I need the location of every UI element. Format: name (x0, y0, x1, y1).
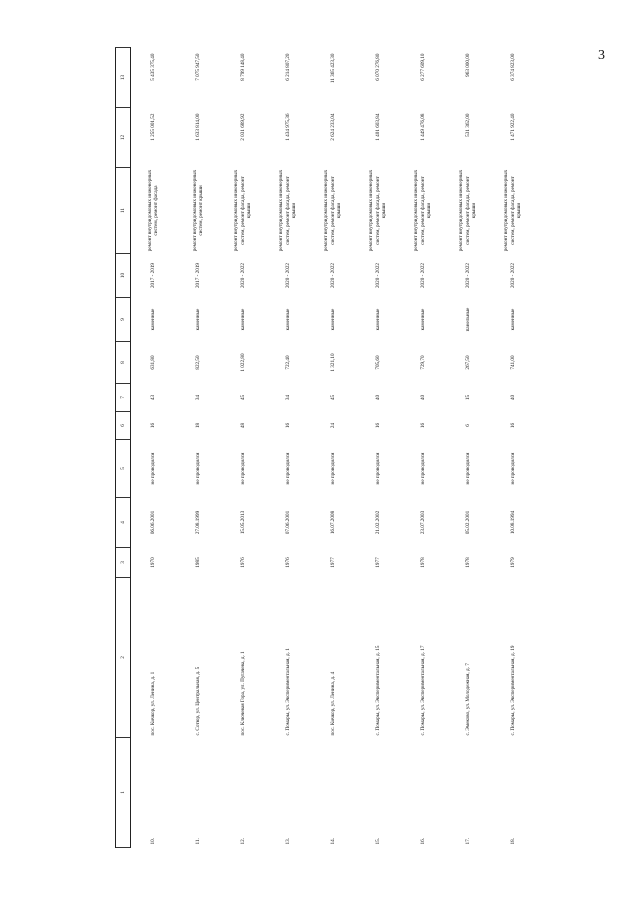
table-cell-col-1: 16. (419, 838, 426, 845)
table-cell-col-13: 5 435 375,40 (150, 53, 156, 81)
table-cell-col-11: ремонт внутридомовых инженерных систем, ремонт фасада, ремонт крыши (458, 169, 478, 252)
table-cell-col-12: 2 031 689,92 (239, 113, 246, 141)
table-cell-col-12: 1 471 922,40 (509, 113, 516, 141)
column-header: 13 (116, 48, 131, 108)
table-cell-col-1: 12. (239, 838, 246, 845)
table-cell-col-3: 1977 (374, 557, 381, 568)
table-cell-col-3: 1970 (150, 557, 156, 568)
table-cell-col-11: ремонт внутридомовых инженерных систем, ремонт фасада, ремонт крыши (233, 169, 253, 252)
table-cell-col-11: ремонт внутридомовых инженерных систем, ремонт фасада, ремонт крыши (368, 169, 388, 252)
table-cell-col-4: 07.06.2001 (284, 510, 291, 535)
table-cell-col-10: 2020 - 2022 (419, 262, 426, 289)
table-cell-col-7: 40 (419, 394, 426, 401)
table-cell-col-5: не проводился (329, 452, 336, 485)
table-row (401, 48, 446, 848)
table-row (356, 48, 401, 848)
table-cell-col-4: 27.08.1999 (194, 510, 201, 535)
table-cell-col-3: 1979 (509, 557, 516, 568)
table-cell-col-7: 45 (239, 394, 246, 401)
column-header: 12 (116, 108, 131, 168)
table-cell-col-4: 05.02.2001 (464, 510, 471, 535)
table-cell-col-1: 17. (464, 838, 471, 845)
table-cell-col-1: 11. (194, 838, 201, 845)
table-cell-col-2: с. Помары, ул. Экспериментальная, д. 19 (509, 645, 516, 736)
table-row (221, 48, 266, 848)
table-cell-col-6: 16 (284, 422, 291, 429)
table-cell-col-5: не проводился (464, 452, 471, 485)
capital-repair-table (115, 47, 536, 848)
table-row (446, 48, 491, 848)
column-header: 2 (116, 578, 131, 738)
table-cell-col-8: 741,00 (509, 355, 516, 370)
table-cell-col-12: 1 401 603,84 (374, 113, 381, 141)
table-cell-col-9: каменные (150, 308, 156, 331)
table-cell-col-4: 23.07.2003 (419, 510, 426, 535)
table-body (131, 48, 536, 848)
table-cell-col-6: 48 (239, 422, 246, 429)
table-cell-col-8: 1 022,80 (239, 353, 246, 372)
table-cell-col-2: с. Помары, ул. Экспериментальная, д. 17 (419, 645, 426, 736)
column-header: 4 (116, 498, 131, 548)
table-cell-col-6: 6 (464, 424, 471, 427)
table-cell-col-7: 34 (284, 394, 291, 401)
table-cell-col-12: 1 449 476,08 (419, 113, 426, 141)
table-cell-col-1: 15. (374, 838, 381, 845)
table-cell-col-13: 6 277 609,10 (419, 53, 426, 81)
table-cell-col-10: 2020 - 2022 (464, 262, 471, 289)
column-header: 5 (116, 440, 131, 498)
table-cell-col-4: 10.08.1994 (509, 510, 516, 535)
table-cell-col-5: не проводился (419, 452, 426, 485)
table-cell-col-11: ремонт внутридомовых инженерных систем, ремонт крыши (191, 169, 204, 252)
table-cell-col-5: не проводился (284, 452, 291, 485)
table-cell-col-9: каменные (194, 308, 201, 331)
table-cell-col-3: 1976 (239, 557, 246, 568)
table-cell-col-10: 2017 - 2019 (194, 262, 201, 289)
table-cell-col-5: не проводился (194, 452, 201, 485)
table-cell-col-13: 11 365 423,30 (329, 53, 336, 84)
table-cell-col-1: 10. (150, 838, 156, 845)
table-cell-col-8: 729,70 (419, 355, 426, 370)
table-cell-col-3: 1977 (329, 557, 336, 568)
table-cell-col-2: пос. Кичкор, ул. Ленина, д. 1 (150, 671, 156, 736)
table-cell-col-3: 1985 (194, 557, 201, 568)
table-cell-col-10: 2020 - 2022 (509, 262, 516, 289)
table-cell-col-6: 16 (509, 422, 516, 429)
table-cell-col-12: 1 633 814,00 (194, 113, 201, 141)
table-cell-col-11: ремонт внутридомовых инженерных систем, ремонт фасада (146, 169, 160, 252)
table-cell-col-5: не проводился (150, 452, 156, 485)
column-header: 7 (116, 384, 131, 412)
table-cell-col-3: 1978 (464, 557, 471, 568)
table-cell-col-4: 21.02.2002 (374, 510, 381, 535)
table-cell-col-2: пос. Кичкор, ул. Ленина, д. 4 (329, 671, 336, 736)
table-cell-col-8: 722,40 (284, 355, 291, 370)
table-cell-col-4: 06.06.2001 (150, 510, 156, 535)
table-row (176, 48, 221, 848)
table-cell-col-4: 15.05.2013 (239, 510, 246, 535)
table-cell-col-10: 2020 - 2022 (284, 262, 291, 289)
column-header: 3 (116, 548, 131, 578)
table-cell-col-2: с. Помары, ул. Экспериментальная, д. 15 (374, 645, 381, 736)
table-cell-col-13: 963 000,00 (464, 53, 471, 77)
table-cell-col-9: каменные (239, 308, 246, 331)
table-row (311, 48, 356, 848)
table-cell-col-10: 2020 - 2022 (239, 262, 246, 289)
table-cell-col-11: ремонт внутридомовых инженерных систем, ремонт фасада, ремонт крыши (278, 169, 298, 252)
table-cell-col-6: 24 (329, 422, 336, 429)
table-row (491, 48, 536, 848)
table-cell-col-11: ремонт внутридомовых инженерных систем, ремонт фасада, ремонт крыши (503, 169, 523, 252)
table-cell-col-9: панельные (464, 307, 471, 332)
table-cell-col-13: 7 075 947,50 (194, 53, 201, 81)
table-cell-col-7: 43 (150, 394, 156, 401)
column-header: 10 (116, 254, 131, 298)
table-cell-col-9: каменные (329, 308, 336, 331)
table-cell-col-12: 2 624 233,04 (329, 113, 336, 141)
table-cell-col-5: не проводился (509, 452, 516, 485)
table-cell-col-7: 45 (329, 394, 336, 401)
table-row (131, 48, 176, 848)
table-cell-col-7: 34 (194, 394, 201, 401)
table-cell-col-12: 1 255 001,52 (150, 113, 156, 141)
table-cell-col-4: 16.07.2008 (329, 510, 336, 535)
table-cell-col-13: 6 214 807,20 (284, 53, 291, 81)
table-cell-col-12: 531 362,00 (464, 113, 471, 137)
table-cell-col-10: 2020 - 2022 (329, 262, 336, 289)
table-cell-col-2: пос. Ключевая Гора, ул. Пугачева, д. 1 (239, 651, 246, 736)
table-cell-col-1: 14. (329, 838, 336, 845)
table-cell-col-10: 2017 - 2019 (150, 262, 156, 289)
table-cell-col-8: 1 321,10 (329, 353, 336, 372)
table-cell-col-1: 18. (509, 838, 516, 845)
table-cell-col-13: 8 799 148,40 (239, 53, 246, 81)
table-cell-col-3: 1978 (419, 557, 426, 568)
header-row (116, 48, 131, 848)
table-cell-col-8: 705,60 (374, 355, 381, 370)
table-cell-col-1: 13. (284, 838, 291, 845)
table-cell-col-8: 267,50 (464, 355, 471, 370)
table-cell-col-11: ремонт внутридомовых инженерных систем, ремонт фасада, ремонт крыши (323, 169, 343, 252)
table-cell-col-2: с. Эмеково, ул. Молодежная, д. 7 (464, 663, 471, 736)
table-cell-col-6: 16 (374, 422, 381, 429)
column-header: 8 (116, 342, 131, 384)
table-cell-col-9: каменные (284, 308, 291, 331)
table-cell-col-3: 1976 (284, 557, 291, 568)
table-cell-col-7: 40 (509, 394, 516, 401)
table-cell-col-2: с. Помары, ул. Экспериментальная, д. 1 (284, 648, 291, 736)
table-cell-col-2: с. Сотюр, ул. Центральная, д. 5 (194, 666, 201, 736)
column-header: 9 (116, 298, 131, 342)
table-cell-col-5: не проводился (374, 452, 381, 485)
table-cell-col-7: 40 (374, 394, 381, 401)
table-cell-col-8: 822,50 (194, 355, 201, 370)
table-cell-col-8: 631,80 (150, 355, 156, 370)
table-cell-col-9: каменные (509, 308, 516, 331)
table-cell-col-11: ремонт внутридомовых инженерных систем, ремонт фасада, ремонт крыши (413, 169, 433, 252)
table-cell-col-6: 18 (194, 422, 201, 429)
table-cell-col-6: 16 (150, 422, 156, 429)
table-cell-col-5: не проводился (239, 452, 246, 485)
table-row (266, 48, 311, 848)
column-header: 1 (116, 738, 131, 848)
table-cell-col-12: 1 434 975,36 (284, 113, 291, 141)
rotated-table-sheet (115, 48, 535, 848)
table-cell-col-9: каменные (374, 308, 381, 331)
table-cell-col-13: 6 374 823,00 (509, 53, 516, 81)
column-header: 11 (116, 168, 131, 254)
column-header: 6 (116, 412, 131, 440)
table-cell-col-10: 2020 - 2022 (374, 262, 381, 289)
table-cell-col-7: 15 (464, 394, 471, 401)
page-number: 3 (598, 48, 605, 63)
table-cell-col-13: 6 070 276,80 (374, 53, 381, 81)
table-cell-col-6: 16 (419, 422, 426, 429)
table-cell-col-9: каменные (419, 308, 426, 331)
